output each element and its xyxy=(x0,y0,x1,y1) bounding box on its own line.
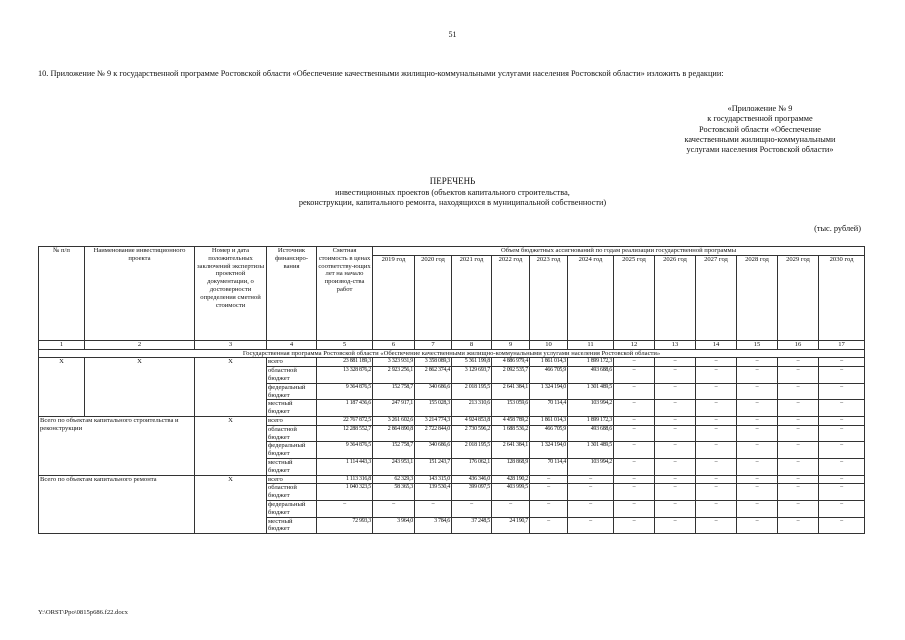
header-year: 2021 год xyxy=(452,255,492,340)
header-year: 2019 год xyxy=(373,255,415,340)
amount-cell: 22 767 872,5 xyxy=(317,416,373,425)
amount-cell: – xyxy=(492,500,530,517)
amount-cell: 1 301 489,5 xyxy=(568,442,614,459)
header-year: 2024 год xyxy=(568,255,614,340)
amount-cell: – xyxy=(568,517,614,534)
amount-cell: 1 301 489,5 xyxy=(568,383,614,400)
amount-cell: 2 722 844,0 xyxy=(415,425,452,442)
amount-cell: – xyxy=(819,484,865,501)
amount-cell: – xyxy=(696,383,737,400)
amount-cell: 13 328 876,2 xyxy=(317,367,373,384)
amount-cell: – xyxy=(778,425,819,442)
amount-cell: – xyxy=(778,367,819,384)
column-number: 6 xyxy=(373,340,415,349)
amount-cell: – xyxy=(778,475,819,484)
amount-cell: – xyxy=(778,458,819,475)
amount-cell: 4 924 853,8 xyxy=(452,416,492,425)
amount-cell: – xyxy=(452,500,492,517)
column-numbers-row xyxy=(39,340,865,349)
header-year: 2020 год xyxy=(415,255,452,340)
amount-cell: 1 324 194,0 xyxy=(530,442,568,459)
expertise-cell: Х xyxy=(195,416,267,475)
amount-cell: – xyxy=(819,416,865,425)
amount-cell: 12 288 552,7 xyxy=(317,425,373,442)
amount-cell: 3 784,6 xyxy=(415,517,452,534)
amount-cell: – xyxy=(778,400,819,417)
amount-cell: 213 310,6 xyxy=(452,400,492,417)
funding-source: областной бюджет xyxy=(267,367,317,384)
amount-cell: – xyxy=(655,442,696,459)
amount-cell: – xyxy=(655,358,696,367)
amount-cell: 176 062,1 xyxy=(452,458,492,475)
column-number: 4 xyxy=(267,340,317,349)
amount-cell: – xyxy=(655,517,696,534)
amount-cell: – xyxy=(373,500,415,517)
header-row xyxy=(39,247,865,256)
amount-cell: 70 114,4 xyxy=(530,400,568,417)
amount-cell: – xyxy=(655,425,696,442)
amount-cell: 1 861 014,3 xyxy=(530,358,568,367)
appendix-line: Ростовской области «Обеспечение xyxy=(699,124,821,134)
amount-cell: 4 458 789,2 xyxy=(492,416,530,425)
amount-cell: – xyxy=(568,500,614,517)
funding-source: местный бюджет xyxy=(267,517,317,534)
column-number: 16 xyxy=(778,340,819,349)
amount-cell: – xyxy=(696,442,737,459)
amount-cell: – xyxy=(819,475,865,484)
amount-cell: 3 261 602,6 xyxy=(373,416,415,425)
amount-cell: – xyxy=(614,358,655,367)
amount-cell: – xyxy=(530,500,568,517)
table-row xyxy=(39,475,865,484)
amount-cell: 399 097,5 xyxy=(452,484,492,501)
file-path-footer: Y:\ORST\Ppo\0815p686.f22.docx xyxy=(38,609,128,616)
column-number: 10 xyxy=(530,340,568,349)
group-title: Всего по объектам капитального строительства и реконструкции xyxy=(39,416,195,475)
amount-cell: – xyxy=(655,416,696,425)
amount-cell: 37 248,5 xyxy=(452,517,492,534)
amount-cell: 403 999,5 xyxy=(492,484,530,501)
amount-cell: 62 329,3 xyxy=(373,475,415,484)
amount-cell: 493 688,6 xyxy=(568,367,614,384)
amount-cell: – xyxy=(614,500,655,517)
amount-cell: – xyxy=(696,416,737,425)
amount-cell: – xyxy=(614,367,655,384)
amount-cell: – xyxy=(819,383,865,400)
amount-cell: – xyxy=(737,517,778,534)
amount-cell: 247 917,1 xyxy=(373,400,415,417)
amount-cell: 24 190,7 xyxy=(492,517,530,534)
amount-cell: 436 346,0 xyxy=(452,475,492,484)
amount-cell: – xyxy=(614,475,655,484)
amount-cell: – xyxy=(737,383,778,400)
table-row xyxy=(39,358,865,367)
amount-cell: 128 868,9 xyxy=(492,458,530,475)
amount-cell: – xyxy=(819,517,865,534)
funding-source: федеральный бюджет xyxy=(267,442,317,459)
amount-cell: – xyxy=(819,400,865,417)
header-year: 2022 год xyxy=(492,255,530,340)
amount-cell: 1 899 172,3 xyxy=(568,416,614,425)
amount-cell: – xyxy=(819,458,865,475)
amount-cell: – xyxy=(778,484,819,501)
funding-source: федеральный бюджет xyxy=(267,500,317,517)
amount-cell: 139 530,4 xyxy=(415,484,452,501)
column-number: 1 xyxy=(39,340,85,349)
amount-cell: – xyxy=(819,367,865,384)
amount-cell: – xyxy=(737,458,778,475)
amount-cell: – xyxy=(696,475,737,484)
amount-cell: – xyxy=(696,484,737,501)
amount-cell: 152 758,7 xyxy=(373,383,415,400)
funding-source: федеральный бюджет xyxy=(267,383,317,400)
amount-cell: 153 059,6 xyxy=(492,400,530,417)
amount-cell: 3 358 089,3 xyxy=(415,358,452,367)
amount-cell: – xyxy=(737,500,778,517)
funding-source: всего xyxy=(267,358,317,367)
amount-cell: – xyxy=(778,383,819,400)
amount-cell: – xyxy=(655,367,696,384)
amount-cell: 58 365,3 xyxy=(373,484,415,501)
amount-cell: 4 886 979,4 xyxy=(492,358,530,367)
subtitle-line: реконструкции, капитального ремонта, находящихся в муниципальной собственности) xyxy=(298,198,607,208)
amount-cell: 9 364 876,5 xyxy=(317,442,373,459)
amount-cell: 1 114 443,3 xyxy=(317,458,373,475)
amount-cell: – xyxy=(819,358,865,367)
funding-source: местный бюджет xyxy=(267,400,317,417)
amount-cell: – xyxy=(317,500,373,517)
amount-cell: 1 040 323,5 xyxy=(317,484,373,501)
amount-cell: – xyxy=(655,500,696,517)
header-estimated-cost: Сметная стоимость в ценах соответству-ющих лет на начало производ-ства работ xyxy=(317,247,373,341)
amount-cell: 1 113 316,8 xyxy=(317,475,373,484)
amount-cell: 493 688,6 xyxy=(568,425,614,442)
amount-cell: – xyxy=(696,367,737,384)
header-year: 2023 год xyxy=(530,255,568,340)
amount-cell: – xyxy=(819,442,865,459)
amount-cell: – xyxy=(737,358,778,367)
funding-source: всего xyxy=(267,416,317,425)
intro-paragraph: 10. Приложение № 9 к государственной программе Ростовской области «Обеспечение качественными жилищно-коммунальными услугами населения Ростовской области» изложить в редакции: xyxy=(38,69,724,78)
amount-cell: 3 964,0 xyxy=(373,517,415,534)
amount-cell: 152 758,7 xyxy=(373,442,415,459)
column-number: 12 xyxy=(614,340,655,349)
header-year: 2025 год xyxy=(614,255,655,340)
amount-cell: – xyxy=(696,500,737,517)
amount-cell: 2 730 596,2 xyxy=(452,425,492,442)
page-number: 51 xyxy=(448,30,457,39)
column-number: 13 xyxy=(655,340,696,349)
column-number: 2 xyxy=(85,340,195,349)
appendix-line: услугами населения Ростовской области» xyxy=(686,145,834,155)
amount-cell: 3 214 774,3 xyxy=(415,416,452,425)
header-year: 2028 год xyxy=(737,255,778,340)
appendix-line: качественными жилищно-коммунальными xyxy=(684,134,836,144)
amount-cell: – xyxy=(778,358,819,367)
amount-cell: – xyxy=(530,517,568,534)
amount-cell: 466 705,9 xyxy=(530,425,568,442)
amount-cell: – xyxy=(530,484,568,501)
amount-cell: – xyxy=(614,484,655,501)
amount-cell: – xyxy=(778,500,819,517)
funding-source: областной бюджет xyxy=(267,484,317,501)
amount-cell: 2 092 535,7 xyxy=(492,367,530,384)
amount-cell: – xyxy=(819,500,865,517)
amount-cell: 2 018 195,5 xyxy=(452,442,492,459)
table-row xyxy=(39,416,865,425)
table-body xyxy=(39,349,865,534)
amount-cell: – xyxy=(568,484,614,501)
column-number: 3 xyxy=(195,340,267,349)
header-year: 2026 год xyxy=(655,255,696,340)
amount-cell: 70 114,4 xyxy=(530,458,568,475)
amount-cell: 2 641 384,1 xyxy=(492,383,530,400)
amount-cell: 2 862 374,4 xyxy=(415,367,452,384)
amount-cell: 3 323 931,9 xyxy=(373,358,415,367)
row-number: Х xyxy=(39,358,85,417)
amount-cell: – xyxy=(737,425,778,442)
amount-cell: 1 187 436,6 xyxy=(317,400,373,417)
amount-cell: – xyxy=(614,383,655,400)
document-subtitle xyxy=(0,188,905,209)
column-number: 9 xyxy=(492,340,530,349)
amount-cell: 2 018 195,5 xyxy=(452,383,492,400)
amount-cell: – xyxy=(614,425,655,442)
expertise-cell: Х xyxy=(195,475,267,534)
amount-cell: 72 993,3 xyxy=(317,517,373,534)
amount-cell: – xyxy=(614,416,655,425)
amount-cell: – xyxy=(614,517,655,534)
program-title: Государственная программа Ростовской области «Обеспечение качественными жилищно-коммунальными услугами населения Ростовской области» xyxy=(39,349,865,358)
header-number: № п/п xyxy=(39,247,85,341)
header-expertise: Номер и дата положительных заключений экспертизы проектной документации, о достоверности определения сметной стоимости xyxy=(195,247,267,341)
funding-source: местный бюджет xyxy=(267,458,317,475)
project-name: Х xyxy=(85,358,195,417)
subtitle-line: инвестиционных проектов (объектов капитального строительства, xyxy=(335,188,570,197)
amount-cell: – xyxy=(737,484,778,501)
amount-cell: – xyxy=(778,442,819,459)
amount-cell: – xyxy=(737,442,778,459)
table-header xyxy=(39,247,865,350)
amount-cell: 2 641 384,1 xyxy=(492,442,530,459)
amount-cell: 2 923 256,1 xyxy=(373,367,415,384)
amount-cell: – xyxy=(778,517,819,534)
column-number: 17 xyxy=(819,340,865,349)
amount-cell: 1 861 014,3 xyxy=(530,416,568,425)
funding-source: всего xyxy=(267,475,317,484)
header-year: 2027 год xyxy=(696,255,737,340)
amount-cell: 466 705,9 xyxy=(530,367,568,384)
amount-cell: 103 994,2 xyxy=(568,400,614,417)
amount-cell: – xyxy=(696,358,737,367)
amount-cell: – xyxy=(614,442,655,459)
column-number: 14 xyxy=(696,340,737,349)
amount-cell: 1 688 536,2 xyxy=(492,425,530,442)
group-title: Всего по объектам капитального ремонта xyxy=(39,475,195,534)
amount-cell: 23 881 189,3 xyxy=(317,358,373,367)
appendix-heading xyxy=(600,104,905,155)
amount-cell: – xyxy=(655,484,696,501)
amount-cell: 5 361 199,8 xyxy=(452,358,492,367)
amount-cell: – xyxy=(655,383,696,400)
amount-cell: 428 190,2 xyxy=(492,475,530,484)
investment-projects-table xyxy=(38,246,865,534)
amount-cell: 340 686,6 xyxy=(415,383,452,400)
amount-cell: 103 994,2 xyxy=(568,458,614,475)
amount-cell: – xyxy=(614,400,655,417)
amount-cell: – xyxy=(696,425,737,442)
header-year: 2030 год xyxy=(819,255,865,340)
amount-cell: – xyxy=(819,425,865,442)
expertise-cell: Х xyxy=(195,358,267,417)
amount-cell: 1 324 194,0 xyxy=(530,383,568,400)
amount-cell: 1 899 172,3 xyxy=(568,358,614,367)
amount-cell: 340 686,6 xyxy=(415,442,452,459)
appendix-line: к государственной программе xyxy=(707,114,813,124)
document-title: ПЕРЕЧЕНЬ xyxy=(429,176,476,186)
amount-cell: 3 129 693,7 xyxy=(452,367,492,384)
header-budget: Объем бюджетных ассигнований по годам реализации государственной программы xyxy=(373,247,865,256)
amount-cell: – xyxy=(696,400,737,417)
amount-cell: – xyxy=(655,458,696,475)
units-label: (тыс. рублей) xyxy=(814,224,861,233)
appendix-line: «Приложение № 9 xyxy=(727,104,793,113)
amount-cell: – xyxy=(737,475,778,484)
header-year: 2029 год xyxy=(778,255,819,340)
amount-cell: – xyxy=(655,400,696,417)
amount-cell: – xyxy=(696,458,737,475)
amount-cell: 9 364 876,5 xyxy=(317,383,373,400)
column-number: 11 xyxy=(568,340,614,349)
column-number: 8 xyxy=(452,340,492,349)
header-project-name: Наименование инвестиционного проекта xyxy=(85,247,195,341)
amount-cell: 155 028,3 xyxy=(415,400,452,417)
column-number: 7 xyxy=(415,340,452,349)
header-source: Источник финансиро-вания xyxy=(267,247,317,341)
amount-cell: 2 864 890,8 xyxy=(373,425,415,442)
amount-cell: – xyxy=(737,400,778,417)
amount-cell: – xyxy=(568,475,614,484)
amount-cell: – xyxy=(778,416,819,425)
amount-cell: 243 953,1 xyxy=(373,458,415,475)
amount-cell: 151 243,7 xyxy=(415,458,452,475)
funding-source: областной бюджет xyxy=(267,425,317,442)
column-number: 5 xyxy=(317,340,373,349)
program-row xyxy=(39,349,865,358)
amount-cell: – xyxy=(696,517,737,534)
amount-cell: – xyxy=(530,475,568,484)
amount-cell: – xyxy=(655,475,696,484)
amount-cell: 143 315,0 xyxy=(415,475,452,484)
amount-cell: – xyxy=(614,458,655,475)
amount-cell: – xyxy=(737,367,778,384)
amount-cell: – xyxy=(415,500,452,517)
column-number: 15 xyxy=(737,340,778,349)
amount-cell: – xyxy=(737,416,778,425)
